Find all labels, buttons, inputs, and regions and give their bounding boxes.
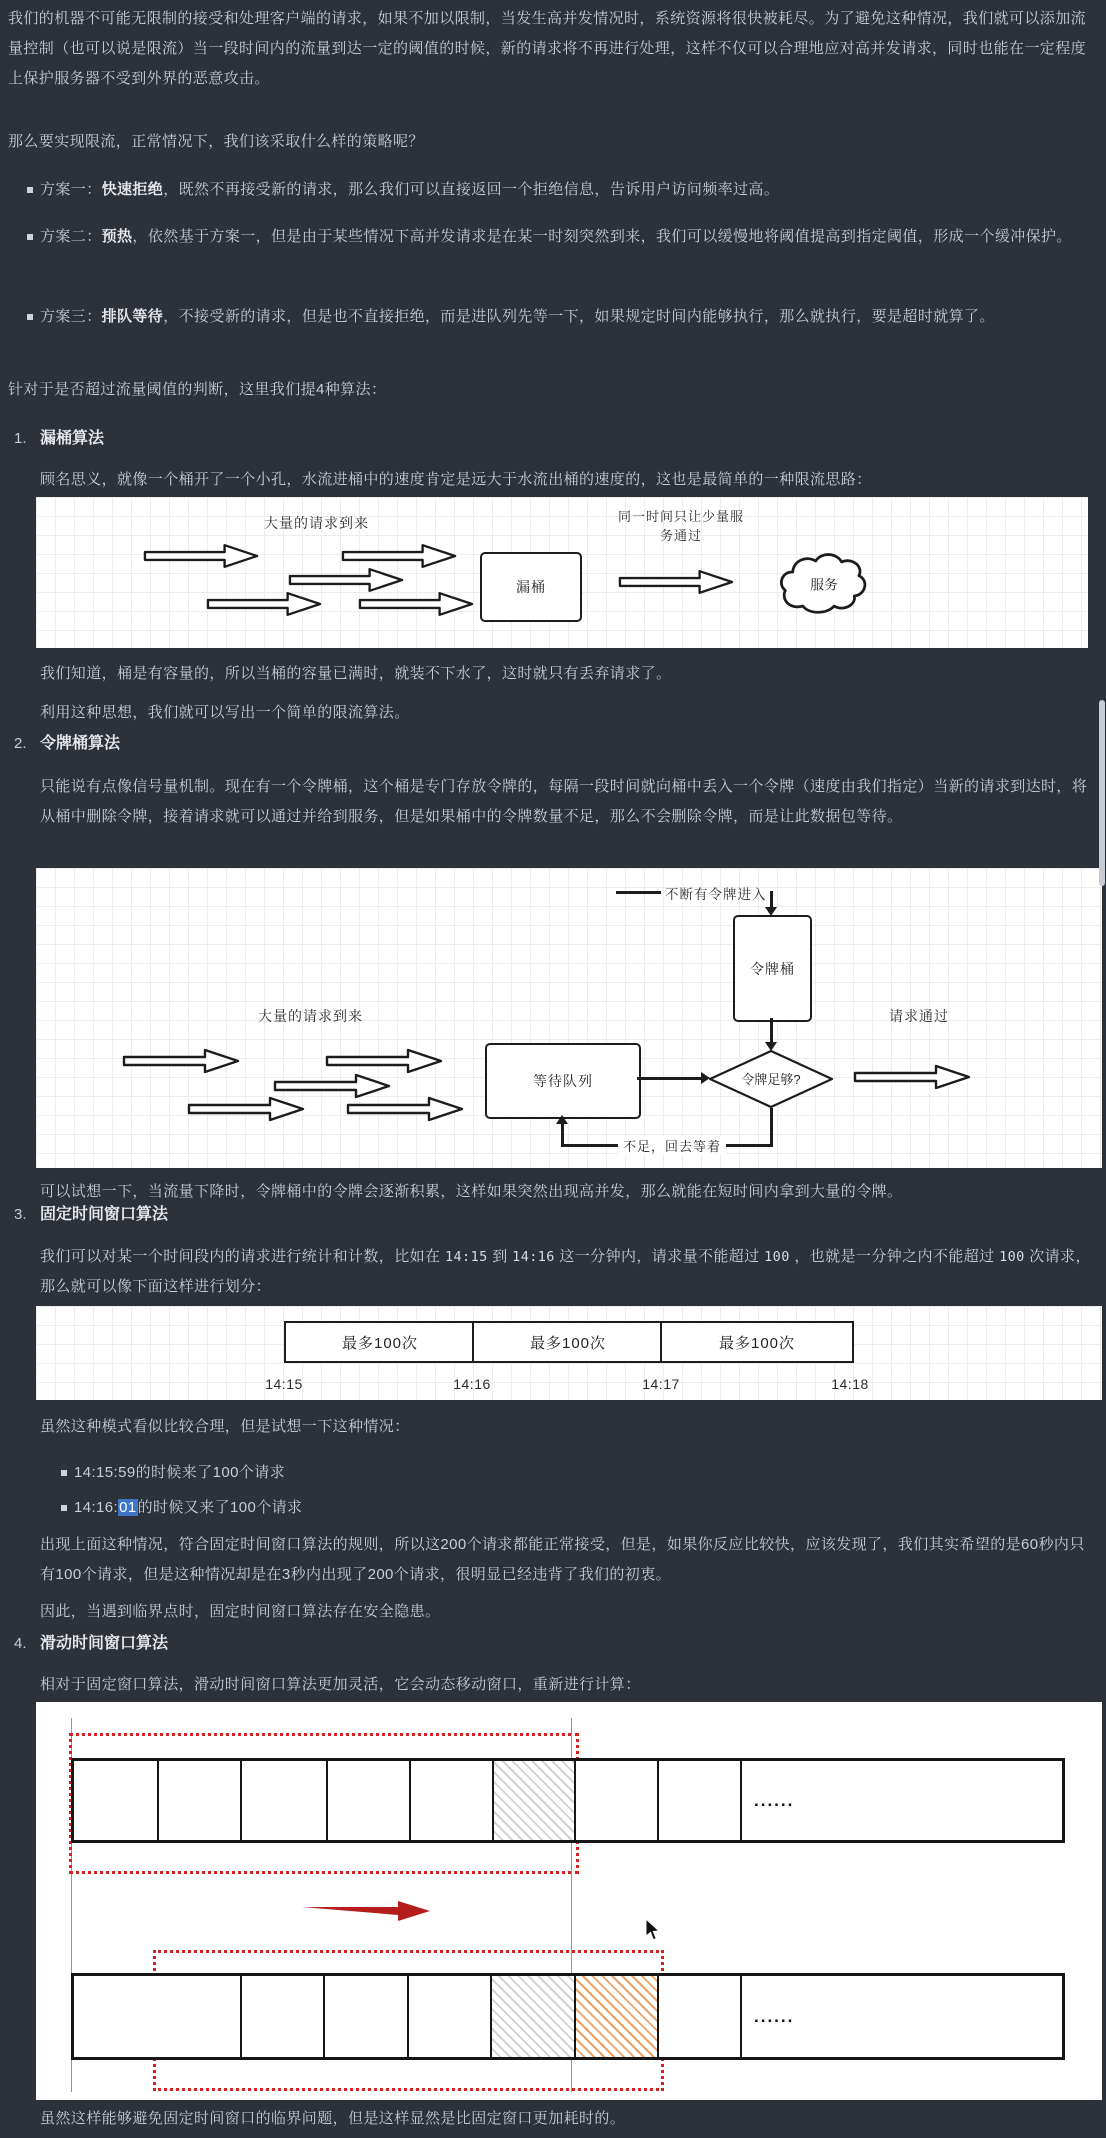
insufficient-tokens-label: 不足，回去等着	[618, 1136, 726, 1155]
token-bucket-diagram	[36, 868, 1102, 1168]
cell-divider	[740, 1976, 742, 2057]
hatched-cell-gray	[494, 1761, 574, 1840]
plan-name: 排队等待	[101, 308, 164, 325]
section3-paragraph	[40, 1242, 1094, 1302]
window-box: 最多100次	[284, 1321, 476, 1363]
case-item-1	[74, 1458, 1094, 1488]
section-heading-leaky-bucket	[14, 429, 104, 449]
inline-code: 14:16	[512, 1249, 555, 1265]
cell-divider	[657, 1976, 659, 2057]
time-tick: 14:18	[831, 1376, 869, 1392]
incoming-requests-label: 大量的请求到来	[264, 515, 369, 531]
section-title: 漏桶算法	[40, 430, 105, 447]
arrowhead-icon	[556, 1115, 568, 1124]
case-text: 的时候又来了100个请求	[137, 1499, 303, 1516]
text-run: 这一分钟内，请求量不能超过	[554, 1248, 765, 1265]
window-box: 最多100次	[660, 1321, 854, 1363]
section-title: 令牌桶算法	[40, 735, 121, 752]
flow-arrow-icon	[344, 1096, 466, 1122]
section2-paragraph: 只能说有点像信号量机制。现在有一个令牌桶，这个桶是专门存放令牌的，每隔一段时间就向桶中丢入一个令牌（速度由我们指定）当新的请求到达时，将从桶中删除令牌，接着请求就可以通过并给到服务，但是如果桶中的令牌数量不足，那么不会删除令牌，而是让此数据包等待。	[40, 778, 1088, 825]
section4-paragraph: 相对于固定窗口算法，滑动时间窗口算法更加灵活，它会动态移动窗口，重新进行计算：	[40, 1676, 641, 1693]
section-heading-token-bucket	[14, 734, 120, 754]
limited-pass-line1: 同一时间只让少量服	[617, 509, 744, 524]
plan-label: 方案二：	[40, 228, 102, 245]
cell-divider	[409, 1761, 411, 1840]
text-run: 次请求，那么就可以像下面这样进行划分：	[40, 1248, 1091, 1295]
section1-paragraph: 利用这种思想，我们就可以写出一个简单的限流算法。	[40, 704, 410, 721]
flow-arrow-icon	[205, 591, 323, 617]
flow-arrow-icon	[142, 543, 260, 569]
plan-desc: ，不接受新的请求，但是也不直接拒绝，而是进队列先等一下，如果规定时间内能够执行，那么就执行，要是超时就算了。	[163, 308, 995, 325]
timeline-strip-top	[71, 1758, 1065, 1843]
hatched-cell-orange	[576, 1976, 657, 2057]
ellipsis-cells: ......	[754, 2006, 795, 2026]
plan-item-2	[40, 222, 1094, 252]
flow-arrow-icon	[323, 1048, 445, 1074]
cell-divider	[407, 1976, 409, 2057]
sliding-window-diagram	[36, 1702, 1102, 2100]
intro-paragraph-2: 那么要实现限流，正常情况下，我们该采取什么样的策略呢？	[8, 133, 424, 150]
flow-arrow-icon	[357, 591, 475, 617]
decision-label: 令牌足够?	[741, 1072, 801, 1087]
cell-divider	[240, 1761, 242, 1840]
flow-arrow-icon	[617, 569, 735, 595]
section3-paragraph: 出现上面这种情况，符合固定时间窗口算法的规则，所以这200个请求都能正常接受，但是，如果你反应比较快，应该发现了，我们其实希望的是60秒内只有100个请求，但是这种情况却是在3秒内出现了200个请求，很明显已经违背了我们的初衷。	[40, 1536, 1085, 1583]
inline-code: 14:15	[444, 1249, 488, 1265]
section3-paragraph: 因此，当遇到临界点时，固定时间窗口算法存在安全隐患。	[40, 1603, 441, 1620]
mouse-cursor-icon	[645, 1918, 660, 1941]
time-tick: 14:16	[453, 1376, 491, 1392]
section2-paragraph: 可以试想一下，当流量下降时，令牌桶中的令牌会逐渐积累，这样如果突然出现高并发，那么就能在短时间内拿到大量的令牌。	[40, 1183, 903, 1200]
selected-text: 01	[119, 1499, 137, 1516]
plan-label: 方案一：	[40, 181, 102, 198]
ellipsis-cells: ......	[754, 1790, 795, 1810]
case-text: 14:15:59的时候来了100个请求	[74, 1464, 286, 1481]
decision-diamond	[709, 1050, 833, 1108]
connector-line	[770, 1018, 773, 1044]
leaky-bucket-diagram	[36, 497, 1088, 648]
case-text: 14:16:	[74, 1499, 119, 1516]
cell-divider	[326, 1761, 328, 1840]
plan-desc: ，既然不再接受新的请求，那么我们可以直接返回一个拒绝信息，告诉用户访问频率过高。	[163, 181, 780, 198]
case-item-2	[74, 1493, 1094, 1523]
plan-label: 方案三：	[40, 308, 102, 325]
cloud-service-label: 服务	[810, 577, 838, 593]
incoming-requests-label: 大量的请求到来	[258, 1008, 363, 1024]
connector-line	[561, 1123, 564, 1147]
wait-queue-node: 等待队列	[485, 1043, 641, 1119]
plan-desc: ，依然基于方案一，但是由于某些情况下高并发请求是在某一时刻突然到来，我们可以缓慢地将阈值提高到指定阈值，形成一个缓冲保护。	[132, 228, 1072, 245]
section1-paragraph: 顾名思义，就像一个桶开了一个小孔，水流进桶中的速度肯定是远大于水流出桶的速度的，这也是最简单的一种限流思路：	[40, 471, 872, 488]
token-bucket-node: 令牌桶	[733, 915, 812, 1022]
slide-direction-arrow-icon	[302, 1900, 430, 1922]
section1-paragraph: 我们知道，桶是有容量的，所以当桶的容量已满时，就装不下水了，这时就只有丢弃请求了。	[40, 665, 672, 682]
section4-paragraph: 虽然这样能够避免固定时间窗口的临界问题，但是这样显然是比固定窗口更加耗时的。	[40, 2110, 626, 2127]
hatched-cell-gray	[492, 1976, 574, 2057]
connector-line	[616, 891, 661, 894]
cell-divider	[740, 1761, 742, 1840]
timeline-strip-bottom	[71, 1973, 1065, 2060]
section-number: 1.	[14, 430, 27, 447]
text-run: 我们可以对某一个时间段内的请求进行统计和计数，比如在	[40, 1248, 445, 1265]
requests-pass-label: 请求通过	[889, 1008, 949, 1024]
cell-divider	[157, 1761, 159, 1840]
flow-arrow-icon	[340, 543, 458, 569]
section3-paragraph: 虽然这种模式看似比较合理，但是试想一下这种情况：	[40, 1418, 410, 1435]
inline-code: 100	[764, 1249, 790, 1265]
text-run: ，也就是一分钟之内不能超过	[789, 1248, 1000, 1265]
plan-name: 快速拒绝	[101, 181, 164, 198]
section-number: 4.	[14, 1635, 27, 1652]
section-heading-sliding-window	[14, 1634, 168, 1654]
limited-pass-line2: 务通过	[659, 528, 702, 543]
algorithms-intro: 针对于是否超过流量阈值的判断，这里我们提4种算法：	[8, 381, 387, 398]
scrollbar-thumb[interactable]	[1099, 700, 1105, 886]
inline-code: 100	[999, 1249, 1025, 1265]
intro-paragraph-1: 我们的机器不可能无限制的接受和处理客户端的请求，如果不加以限制，当发生高并发情况时，系统资源将很快被耗尽。为了避免这种情况，我们就可以添加流量控制（也可以说是限流）当一段时间内的流量到达一定的阈值的时候，新的请求将不再进行处理，这样不仅可以合理地应对高并发请求，同时也能在一定程度上保护服务器不受到外界的恶意攻击。	[8, 10, 1087, 87]
cell-divider	[574, 1761, 576, 1840]
section-number: 2.	[14, 735, 27, 752]
flow-arrow-icon	[120, 1048, 242, 1074]
flow-arrow-icon	[287, 567, 405, 593]
cell-divider	[323, 1976, 325, 2057]
window-box: 最多100次	[472, 1321, 664, 1363]
plan-item-1	[40, 175, 1094, 205]
plan-name: 预热	[101, 228, 133, 245]
section-title: 滑动时间窗口算法	[40, 1635, 169, 1652]
section-number: 3.	[14, 1206, 27, 1223]
section-heading-fixed-window	[14, 1205, 168, 1225]
cell-divider	[240, 1976, 242, 2057]
fixed-window-diagram	[36, 1306, 1102, 1400]
flow-arrow-icon	[850, 1064, 974, 1090]
flow-arrow-icon	[185, 1096, 307, 1122]
connector-line	[770, 1108, 773, 1147]
limited-pass-label	[594, 507, 768, 545]
text-run: 到	[487, 1248, 513, 1265]
section-title: 固定时间窗口算法	[40, 1206, 169, 1223]
plan-item-3	[40, 302, 1094, 332]
connector-line	[637, 1077, 705, 1080]
service-cloud-icon	[778, 549, 870, 619]
cell-divider	[657, 1761, 659, 1840]
tokens-in-label: 不断有令牌进入	[665, 887, 767, 902]
time-tick: 14:17	[642, 1376, 680, 1392]
time-tick: 14:15	[265, 1376, 303, 1392]
leaky-bucket-node: 漏桶	[480, 552, 582, 622]
